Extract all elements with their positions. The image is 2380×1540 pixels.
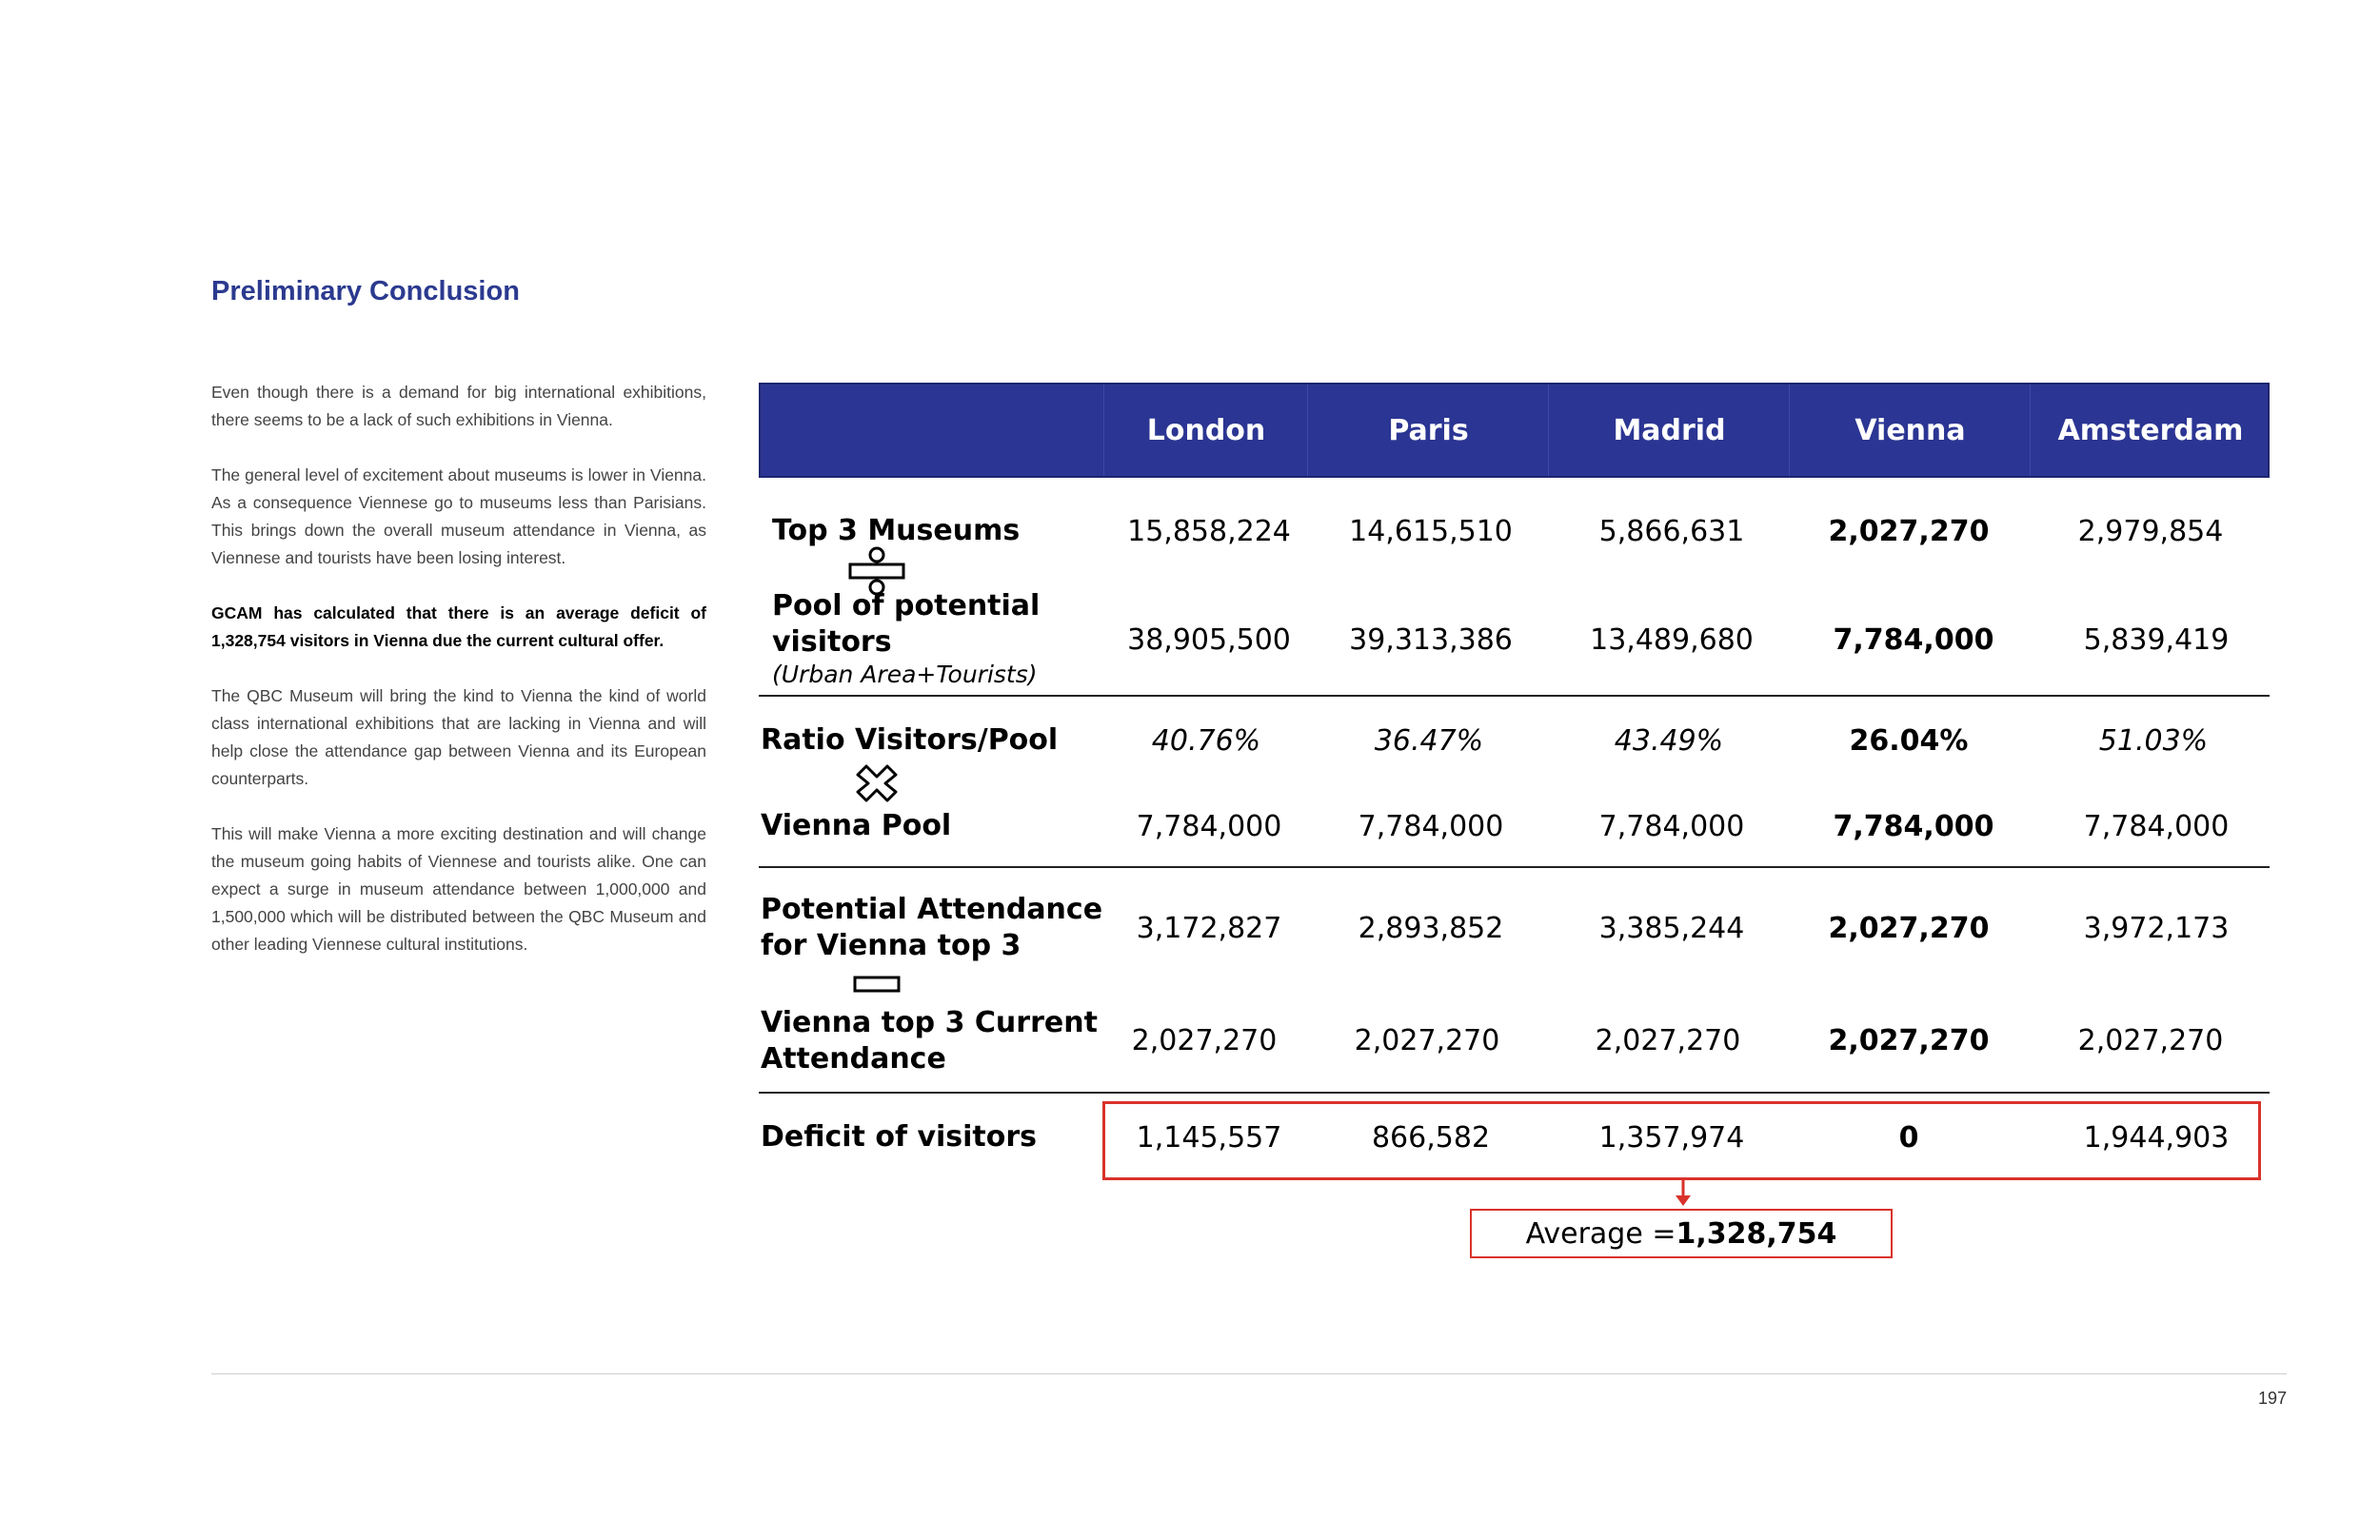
cell-current-paris: 2,027,270: [1354, 1024, 1500, 1057]
divider-3: [759, 1092, 2270, 1094]
cell-deficit-paris: 866,582: [1371, 1121, 1491, 1155]
minus-icon: [853, 976, 901, 993]
row-label-potential-line1: Potential Attendance: [761, 893, 1103, 926]
cell-viennapool-london: 7,784,000: [1136, 810, 1282, 843]
cell-pool-amsterdam: 5,839,419: [2083, 623, 2230, 657]
row-sublabel-pool: (Urban Area+Tourists): [772, 661, 1038, 688]
row-label-pool-line1: Pool of potential: [772, 589, 1041, 622]
footer-divider: [211, 1373, 2287, 1374]
cell-potential-vienna: 2,027,270: [1828, 912, 1990, 945]
cell-top3-london: 15,858,224: [1127, 515, 1291, 548]
cell-pool-madrid: 13,489,680: [1590, 623, 1754, 657]
divider-2: [759, 866, 2270, 868]
cell-top3-amsterdam: 2,979,854: [2077, 515, 2224, 548]
cell-viennapool-madrid: 7,784,000: [1598, 810, 1745, 843]
paragraph-qbc: The QBC Museum will bring the kind to Vienna the kind of world class international exhibitions that are lacking in Vienna and will help close the attendance gap between Vienna and its European counterparts.: [211, 686, 706, 788]
cell-top3-paris: 14,615,510: [1349, 515, 1513, 548]
row-label-current-line2: Attendance: [761, 1042, 946, 1076]
cell-potential-paris: 2,893,852: [1358, 912, 1504, 945]
cell-ratio-paris: 36.47%: [1374, 724, 1484, 758]
cell-viennapool-paris: 7,784,000: [1358, 810, 1504, 843]
cell-potential-london: 3,172,827: [1136, 912, 1282, 945]
row-label-deficit: Deficit of visitors: [761, 1120, 1038, 1154]
cell-ratio-madrid: 43.49%: [1614, 724, 1724, 758]
cell-current-amsterdam: 2,027,270: [2077, 1024, 2224, 1057]
cell-viennapool-vienna: 7,784,000: [1833, 810, 1994, 843]
row-label-potential-line2: for Vienna top 3: [761, 929, 1021, 962]
cell-current-london: 2,027,270: [1131, 1024, 1278, 1057]
column-header-amsterdam: Amsterdam: [2030, 385, 2271, 476]
cell-deficit-london: 1,145,557: [1136, 1121, 1282, 1155]
cell-ratio-london: 40.76%: [1151, 724, 1261, 758]
cell-deficit-amsterdam: 1,944,903: [2083, 1121, 2230, 1155]
row-label-ratio: Ratio Visitors/Pool: [761, 723, 1059, 757]
row-label-top3: Top 3 Museums: [772, 514, 1021, 547]
multiply-icon: [855, 763, 899, 803]
cell-ratio-amsterdam: 51.03%: [2098, 724, 2209, 758]
average-label: Average =: [1525, 1216, 1676, 1251]
cell-pool-paris: 39,313,386: [1349, 623, 1513, 657]
cell-current-madrid: 2,027,270: [1595, 1024, 1741, 1057]
column-header-madrid: Madrid: [1548, 385, 1790, 476]
row-label-vienna-pool: Vienna Pool: [761, 809, 952, 842]
cell-pool-london: 38,905,500: [1127, 623, 1291, 657]
paragraph-deficit: GCAM has calculated that there is an average deficit of 1,328,754 visitors in Vienna due the current cultural offer.: [211, 603, 706, 650]
paragraph-demand: Even though there is a demand for big international exhibitions, there seems to be a lack of such exhibitions in Vienna.: [211, 383, 706, 429]
column-header-vienna: Vienna: [1789, 385, 2031, 476]
cell-deficit-madrid: 1,357,974: [1598, 1121, 1745, 1155]
table-header: [759, 383, 2270, 478]
column-header-london: London: [1103, 385, 1308, 476]
cell-pool-vienna: 7,784,000: [1833, 623, 1994, 657]
row-label-current-line1: Vienna top 3 Current: [761, 1006, 1098, 1039]
column-header-paris: Paris: [1307, 385, 1549, 476]
cell-top3-madrid: 5,866,631: [1598, 515, 1745, 548]
arrow-down-icon: [1672, 1180, 1695, 1209]
cell-potential-amsterdam: 3,972,173: [2083, 912, 2230, 945]
average-value: 1,328,754: [1676, 1216, 1837, 1251]
paragraph-outlook: This will make Vienna a more exciting destination and will change the museum going habits of Viennese and tourists alike. One can expect a surge in museum attendance between 1,000,000 and 1,500,000 which will be distributed between the QBC Museum and other leading Viennese cultural institutions.: [211, 824, 706, 954]
average-box: [1470, 1209, 1893, 1258]
cell-current-vienna: 2,027,270: [1828, 1024, 1990, 1057]
divider-1: [759, 695, 2270, 697]
page-title: Preliminary Conclusion: [211, 276, 520, 306]
cell-top3-vienna: 2,027,270: [1828, 515, 1990, 548]
cell-deficit-vienna: 0: [1898, 1121, 1919, 1155]
row-label-pool-line2: visitors: [772, 625, 892, 659]
cell-ratio-vienna: 26.04%: [1849, 724, 1969, 758]
cell-viennapool-amsterdam: 7,784,000: [2083, 810, 2230, 843]
paragraph-excitement: The general level of excitement about museums is lower in Vienna. As a consequence Viennese go to museums less than Parisians. This brings down the overall museum attendance in Vienna, as Viennese and tourists have been losing interest.: [211, 465, 706, 567]
page-number: 197: [2257, 1389, 2287, 1408]
cell-potential-madrid: 3,385,244: [1598, 912, 1745, 945]
